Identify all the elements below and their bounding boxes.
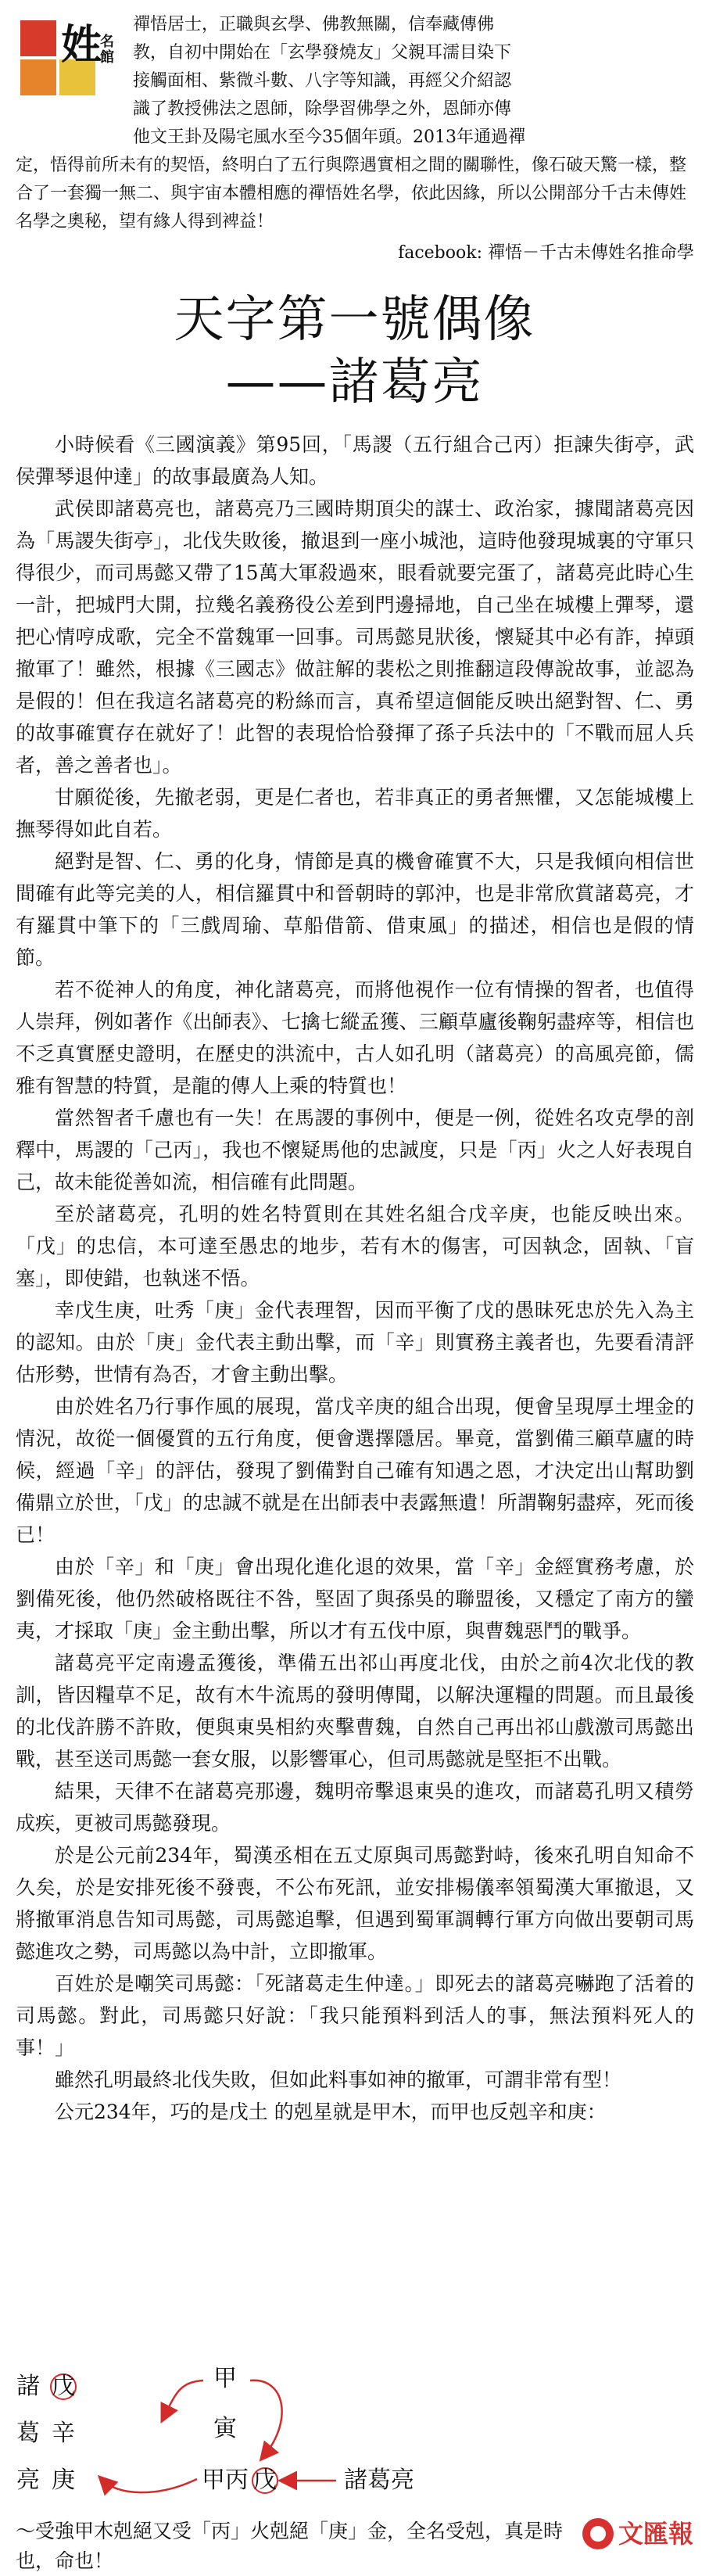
paragraph: 絕對是智、仁、勇的化身，情節是真的機會確實不大，只是我傾向相信世間確有此等完美的人，相信羅貫中和晉朝時的郭沖，也是非常欣賞諸葛亮，才有羅貫中筆下的「三戲周瑜、草船借箭、借東風」的描述，相信也是假的情節。 (16, 850, 694, 969)
intro-line: 禪悟居士，正職與玄學、佛教無關，信奉藏傳佛 (133, 15, 495, 34)
paragraph: 雖然孔明最終北伐失敗，但如此料事如神的撤軍，可謂非常有型！ (55, 2068, 622, 2091)
paragraph: 由於「辛」和「庚」會出現化進化退的效果，當「辛」金經實務考慮，於劉備死後，他仍然破格既往不咎，堅固了與孫吳的聯盟後，又穩定了南方的蠻夷，才採取「庚」金主動出擊，所以才有五伐中原，與曹魏惡鬥的戰爭。 (16, 1555, 694, 1642)
closing-line: ～受強甲木剋絕又受「丙」火剋絕「庚」金，全名受剋，真是時也，命也！ (16, 2520, 564, 2572)
author-intro (16, 11, 694, 266)
logo-sub-chars: 名館 (100, 34, 114, 66)
element-char: 辛 (52, 2420, 75, 2447)
publisher-watermark (582, 2513, 700, 2560)
intro-line: 教，自初中開始在「玄學發燒友」父親耳濡目染下 (133, 43, 512, 63)
article-title: 天字第一號偶像 (174, 291, 535, 349)
paragraph: 諸葛亮平定南邊孟獲後，準備五出祁山再度北伐，由於之前4次北伐的教訓，皆因糧草不足，故有木牛流馬的發明傳聞，以解決運糧的問題。而且最後的北伐許勝不許敗，便與東吳相約夾擊曹魏，自然自己再出祁山戲激司馬懿出戰，甚至送司馬懿一套女服，以影響軍心，但司馬懿就是堅拒不出戰。 (16, 1652, 694, 1771)
publisher-logo-icon (582, 2518, 614, 2549)
intro-line: 他文王卦及陽宅風水至今35個年頭。2013年通過禪 (133, 127, 525, 147)
five-elements-diagram (16, 2362, 422, 2510)
name-char: 諸 (16, 2373, 40, 2400)
element-char: 庚 (52, 2467, 75, 2494)
year-char: 戊 (253, 2467, 277, 2494)
year-char: 甲 (213, 2365, 237, 2392)
paragraph: 若不從神人的角度，神化諸葛亮，而將他視作一位有情操的智者，也值得人崇拜，例如著作《出師表》、七擒七縱孟獲、三顧草廬後鞠躬盡瘁等，相信也不乏真實歷史證明，在歷史的洪流中，古人如孔明（諸葛亮）的高風亮節，儒雅有智慧的特質，是龍的傳人上乘的特質也！ (16, 978, 694, 1097)
paragraph: 百姓於是嘲笑司馬懿：「死諸葛走生仲達。」即死去的諸葛亮嚇跑了活着的司馬懿。對此，司馬懿只好說：「我只能預料到活人的事，無法預料死人的事！」 (16, 1972, 694, 2059)
article-subtitle: ——諸葛亮 (225, 353, 484, 411)
year-char: 甲丙 (202, 2467, 249, 2494)
diagram-label: 諸葛亮 (344, 2467, 414, 2494)
element-char: 戊 (52, 2373, 75, 2400)
article-body (16, 429, 694, 2128)
name-char: 亮 (16, 2467, 40, 2494)
logo-main-char: 姓 (61, 22, 102, 69)
intro-line: 識了教授佛法之恩師，除學習佛學之外，恩師亦傳 (133, 99, 512, 119)
intro-line: 接觸面相、紫微斗數、八字等知識，再經父介紹認 (133, 71, 512, 91)
paragraph: 公元234年，巧的是戊土 的剋星就是甲木，而甲也反剋辛和庚： (55, 2101, 607, 2123)
author-intro-rest: 定，悟得前所未有的契悟，終明白了五行與際遇實相之間的關聯性，像石破天驚一樣，整合了一套獨一無二、與宇宙本體相應的禪悟姓名學，依此因緣，所以公開部分千古未傳姓名學之奧秘，望有緣人得到裨益！ (16, 156, 687, 231)
facebook-credit: facebook: 禪悟－千古未傳姓名推命學 (398, 243, 694, 263)
paragraph: 幸戊生庚，吐秀「庚」金代表理智，因而平衡了戊的愚昧死忠於先入為主的認知。由於「庚」金代表主動出擊，而「辛」則實務主義者也，先要看清評估形勢，世情有為否，才會主動出擊。 (16, 1299, 694, 1386)
paragraph: 於是公元前234年，蜀漢丞相在五丈原與司馬懿對峙，後來孔明自知命不久矣，於是安排死後不發喪，不公布死訊，並安排楊儀率領蜀漢大軍撤退，又將撤軍消息告知司馬懿，司馬懿追擊，但遇到蜀軍調轉行軍方向做出要朝司馬懿進攻之勢，司馬懿以為中計，立即撤軍。 (16, 1844, 694, 1963)
paragraph: 由於姓名乃行事作風的展現，當戊辛庚的組合出現，便會呈現厚土埋金的情況，故從一個優質的五行角度，便會選擇隱居。畢竟，當劉備三顧草廬的時候，經過「辛」的評估，發現了劉備對自己確有知遇之恩，才決定出山幫助劉備鼎立於世，「戊」的忠誠不就是在出師表中表露無遺！所謂鞠躬盡瘁，死而後已！ (16, 1395, 694, 1546)
paragraph: 至於諸葛亮，孔明的姓名特質則在其姓名組合戊辛庚，也能反映出來。「戊」的忠信，本可達至愚忠的地步，若有木的傷害，可因執念，固執、「盲塞」，即使錯，也執迷不悟。 (16, 1203, 694, 1290)
paragraph: 甘願從後，先撤老弱，更是仁者也，若非真正的勇者無懼，又怎能城樓上撫琴得如此自若。 (16, 786, 694, 841)
paragraph: 小時候看《三國演義》第95回，「馬謖（五行組合己丙）拒諫失街亭，武侯彈琴退仲達」的故事最廣為人知。 (16, 433, 694, 488)
year-char: 寅 (213, 2415, 237, 2442)
paragraph: 當然智者千慮也有一失！在馬謖的事例中，便是一例，從姓名攻克學的剖釋中，馬謖的「己丙」，我也不懷疑馬他的忠誠度，只是「丙」火之人好表現自己，故未能從善如流，相信確有此問題。 (16, 1107, 694, 1193)
name-char: 葛 (16, 2420, 40, 2447)
author-intro-top (133, 11, 694, 152)
paragraph: 武侯即諸葛亮也，諸葛亮乃三國時期頂尖的謀士、政治家，據聞諸葛亮因為「馬謖失街亭」，北伐失敗後，撤退到一座小城池，這時他發現城裏的守軍只得很少，而司馬懿又帶了15萬大軍殺過來，眼看就要完蛋了，諸葛亮此時心生一計，把城門大開，拉幾名義務役公差到門邊掃地，自己坐在城樓上彈琴，還把心情哼成歌，完全不當魏軍一回事。司馬懿見狀後，懷疑其中必有詐，掉頭撤軍了！雖然，根據《三國志》做註解的裴松之則推翻這段傳說故事，並認為是假的！但在我這名諸葛亮的粉絲而言，真希望這個能反映出絕對智、仁、勇的故事確實存在就好了！此智的表現恰恰發揮了孫子兵法中的「不戰而屈人兵者，善之善者也」。 (16, 497, 694, 777)
publisher-name: 文匯報 (618, 2519, 694, 2549)
paragraph: 結果，天律不在諸葛亮那邊，魏明帝擊退東吳的進攻，而諸葛孔明又積勞成疾，更被司馬懿發現。 (16, 1780, 694, 1835)
